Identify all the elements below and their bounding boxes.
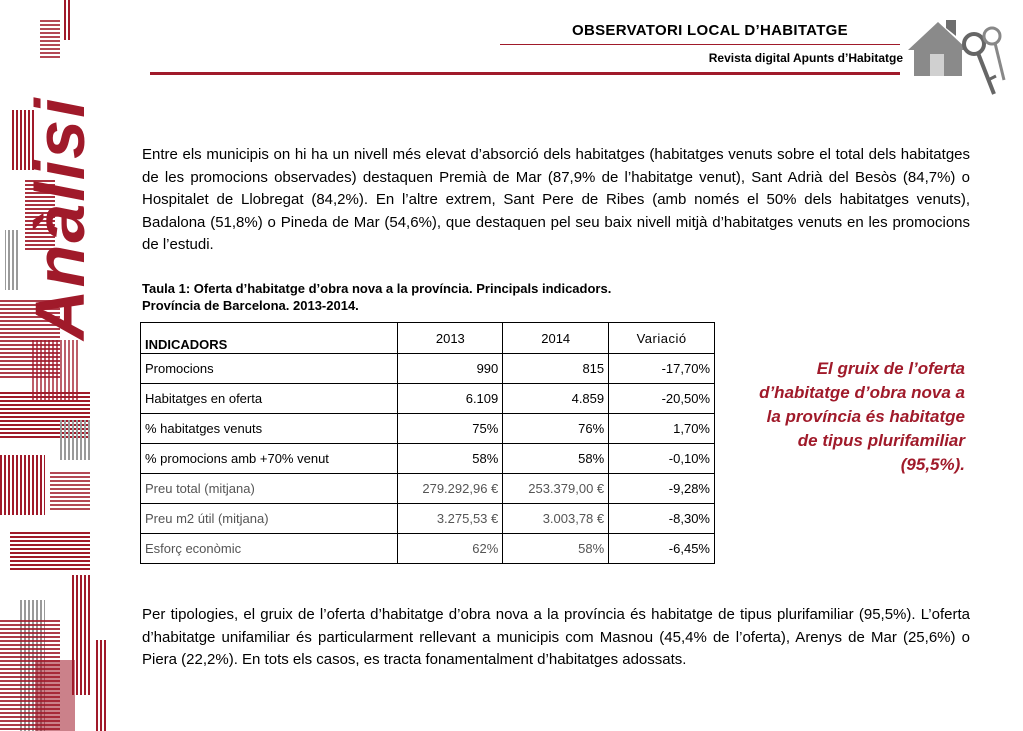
value-variation: 1,70% [609, 414, 715, 444]
header-cell-variation: Variació [609, 323, 715, 354]
intro-paragraph: Entre els municipis on hi ha un nivell més elevat d’absorció dels habitatges (habitatges venuts sobre el total dels habitatges de les promocions observades) destaquen Premià de Mar (87,9% de l’habitatge venut), Sant Adrià del Besòs (84,7%) o Hospitalet de Llobregat (84,2%). En l’altre extrem, Sant Pere de Ribes (amb només el 50% dels habitatges venuts), Badalona (51,8%) o Pineda de Mar (54,6%), que destaquen pel seu baix nivell mitjà d’habitatges venuts en les promocions de l’estudi. [142, 146, 970, 253]
table-row [141, 444, 715, 474]
value-2014: 253.379,00 € [503, 474, 609, 504]
value-variation: -6,45% [609, 534, 715, 564]
indicator-label: Promocions [141, 354, 398, 384]
value-variation: -8,30% [609, 504, 715, 534]
value-2014: 3.003,78 € [503, 504, 609, 534]
header-cell-indicators: INDICADORS [141, 323, 398, 354]
value-2013: 58% [398, 444, 503, 474]
value-2014: 58% [503, 534, 609, 564]
table-row [141, 354, 715, 384]
table-row [141, 414, 715, 444]
header-title: OBSERVATORI LOCAL D’HABITATGE [572, 22, 848, 39]
indicators-table [140, 322, 715, 564]
value-2013: 6.109 [398, 384, 503, 414]
table-row [141, 384, 715, 414]
value-2014: 76% [503, 414, 609, 444]
header-divider-thin [500, 44, 900, 45]
indicator-label: Preu m2 útil (mitjana) [141, 504, 398, 534]
indicator-label: Preu total (mitjana) [141, 474, 398, 504]
typologies-paragraph: Per tipologies, el gruix de l’oferta d’habitatge d’obra nova a la província és habitatge de tipus plurifamiliar (95,5%). L’oferta d’habitatge unifamiliar és particularment rellevant a municipis com Masnou (45,4% de l’oferta), Arenys de Mar (25,6%) o Piera (22,2%). En tots els casos, es tracta fonamentalment d’habitatges adossats. [142, 606, 970, 668]
table-row [141, 474, 715, 504]
value-variation: -20,50% [609, 384, 715, 414]
table-caption-line1: Taula 1: Oferta d’habitatge d’obra nova a la província. Principals indicadors. [142, 281, 612, 296]
value-2013: 75% [398, 414, 503, 444]
table-caption-line2: Província de Barcelona. 2013-2014. [142, 298, 359, 313]
indicator-label: Esforç econòmic [141, 534, 398, 564]
value-2013: 3.275,53 € [398, 504, 503, 534]
value-variation: -0,10% [609, 444, 715, 474]
table-header-row [141, 323, 715, 354]
value-2013: 990 [398, 354, 503, 384]
header-cell-2013: 2013 [398, 323, 503, 354]
header-cell-2014: 2014 [503, 323, 609, 354]
section-title-vertical: Anàlisi [21, 96, 99, 340]
header-subtitle: Revista digital Apunts d’Habitatge [708, 51, 903, 65]
value-variation: -17,70% [609, 354, 715, 384]
table-caption [142, 280, 742, 314]
indicator-label: % promocions amb +70% venut [141, 444, 398, 474]
highlight-callout: El gruix de l’oferta d’habitatge d’obra nova a la província és habitatge de tipus plurifamiliar (95,5%). [759, 359, 965, 474]
indicator-label: Habitatges en oferta [141, 384, 398, 414]
table-row [141, 504, 715, 534]
header-divider [150, 72, 900, 75]
value-2013: 62% [398, 534, 503, 564]
house-keys-logo [900, 10, 1010, 100]
value-2014: 815 [503, 354, 609, 384]
indicator-label: % habitatges venuts [141, 414, 398, 444]
value-2013: 279.292,96 € [398, 474, 503, 504]
value-2014: 58% [503, 444, 609, 474]
value-variation: -9,28% [609, 474, 715, 504]
table-row [141, 534, 715, 564]
value-2014: 4.859 [503, 384, 609, 414]
